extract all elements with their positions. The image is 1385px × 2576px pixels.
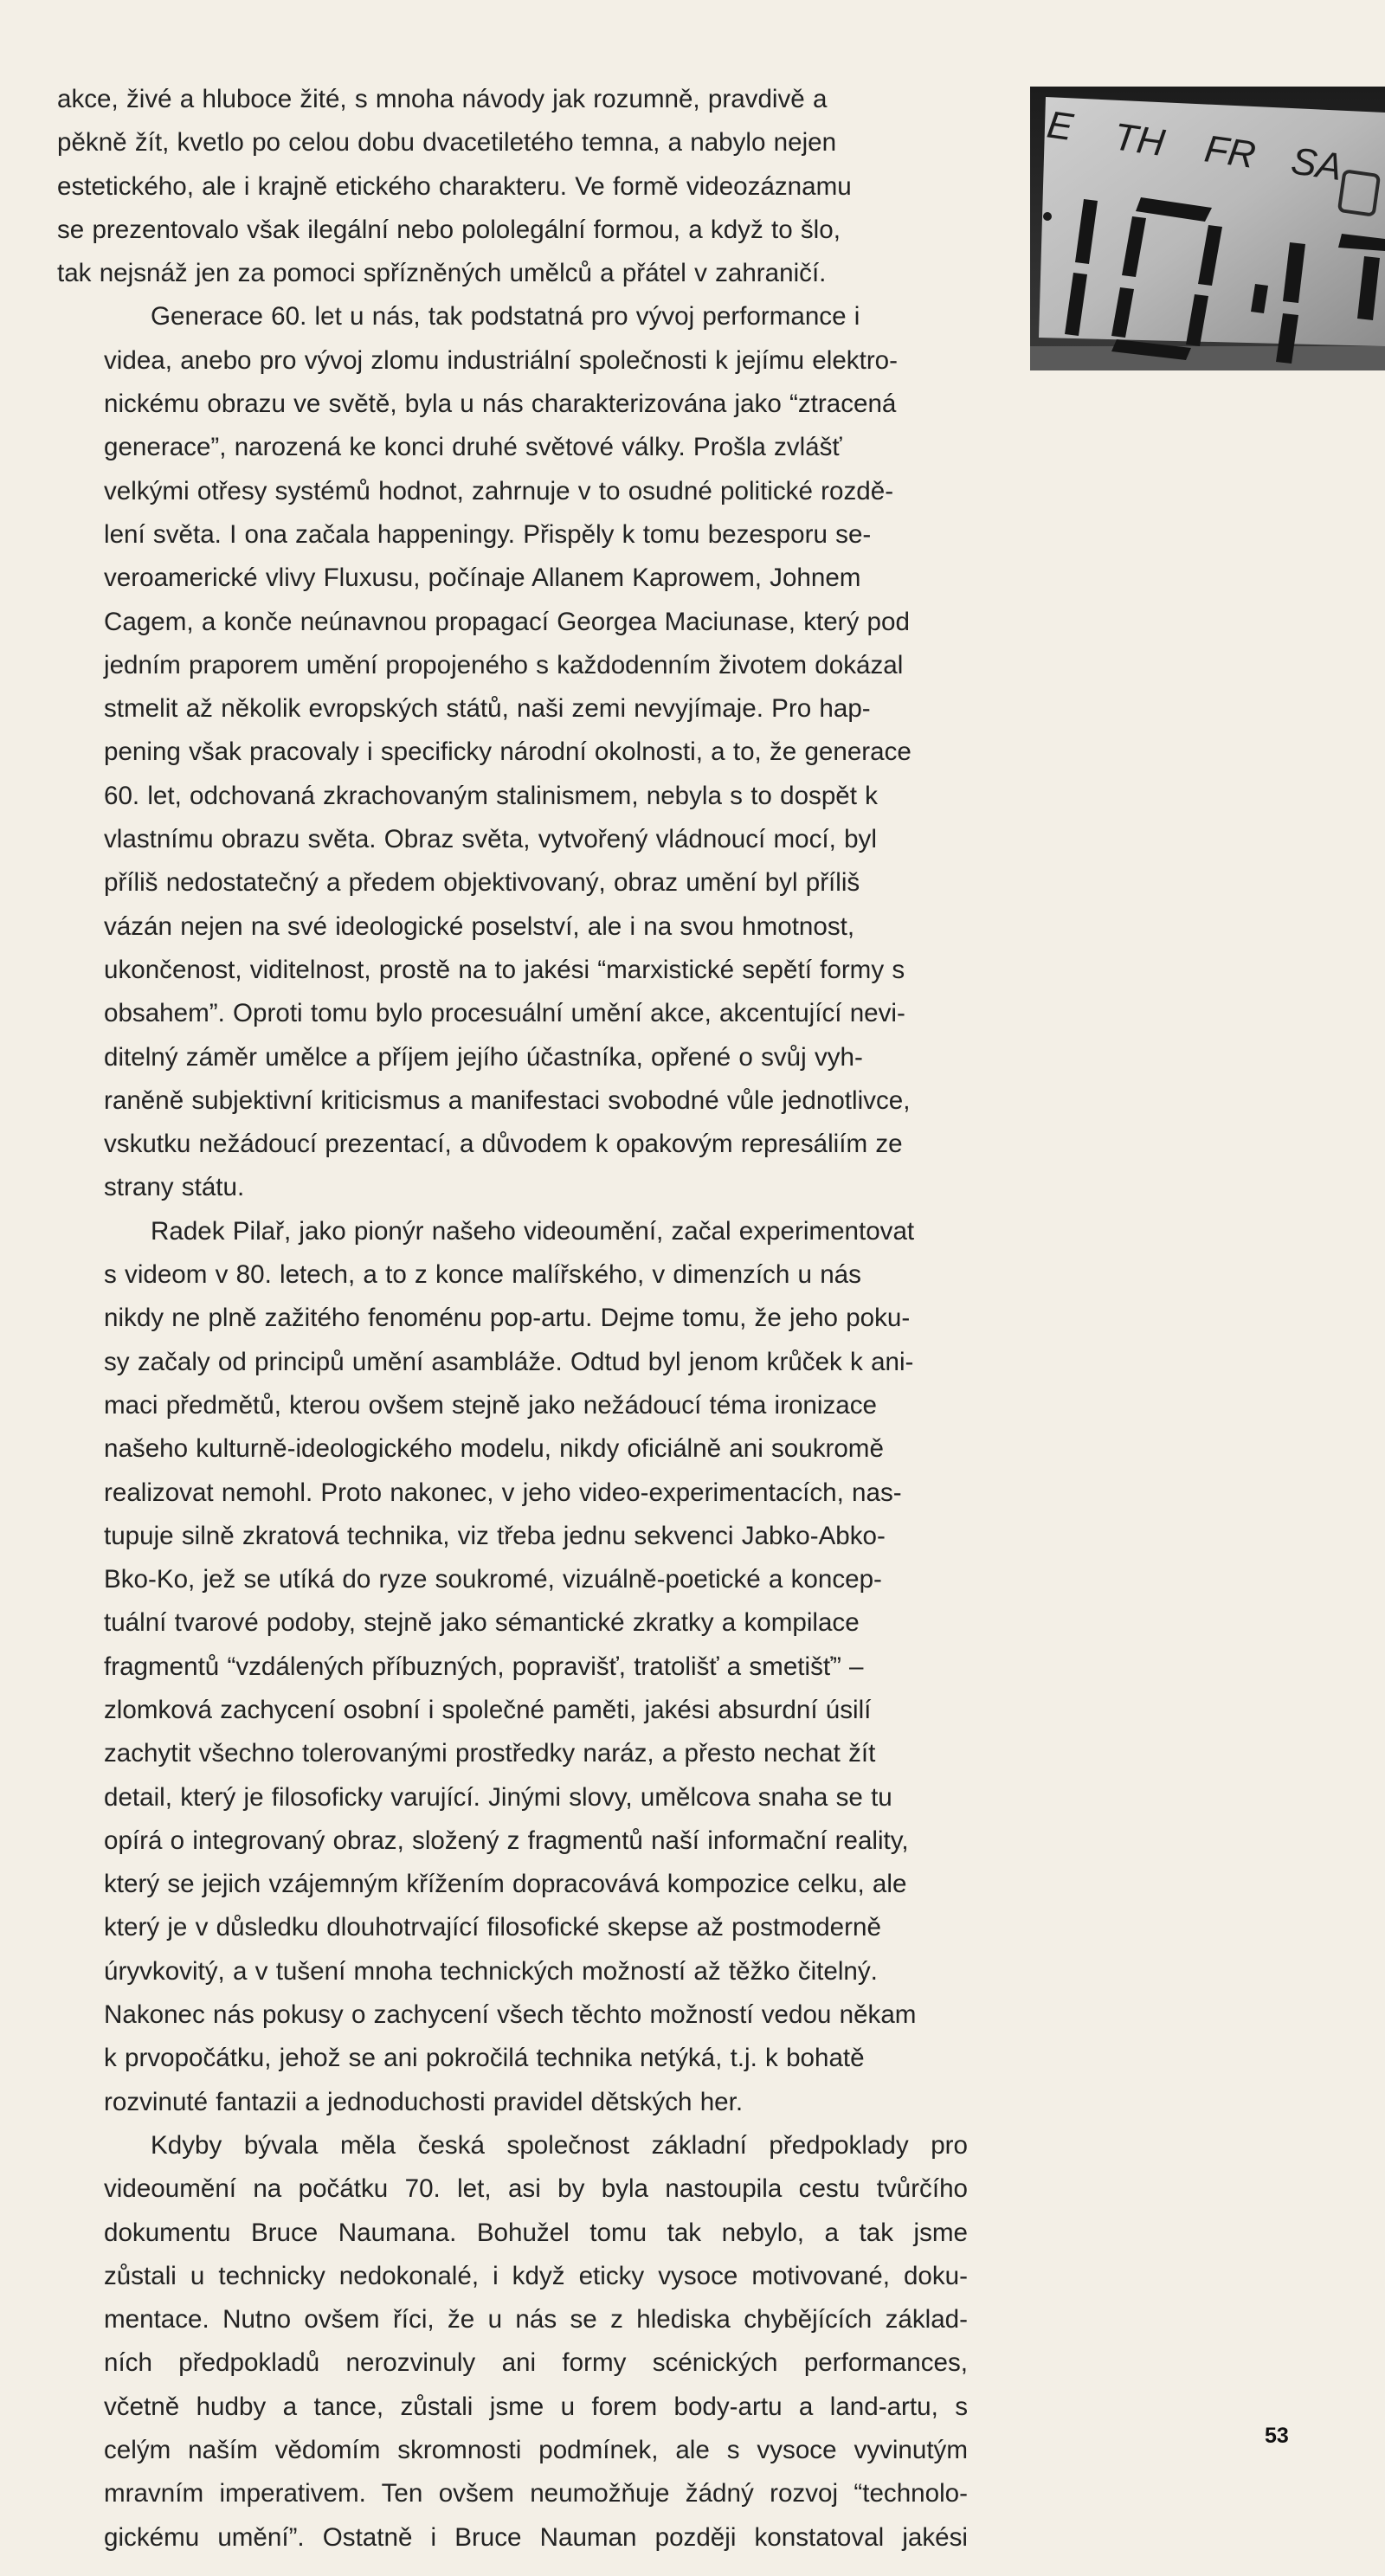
text-line: stmelit až několik evropských států, naši zemi nevyjímaje. Pro hap- (104, 694, 871, 724)
page-number: 53 (1265, 2424, 1289, 2448)
text-line: který je v důsledku dlouhotrvající filosofické skepse až postmoderně (104, 1913, 881, 1942)
text-line: tak nejsnáž jen za pomoci spřízněných umělců a přátel v zahraničí. (57, 259, 827, 288)
paragraph-2 (57, 295, 968, 1209)
text-line: s videom v 80. letech, a to z konce malířského, v dimenzích u nás (104, 1260, 861, 1290)
text-line: sy začaly od principů umění asambláže. Odtud byl jenom krůček k ani- (104, 1347, 914, 1376)
text-line: mravním imperativem. Ten ovšem neumožňuje žádný rozvoj “technolo- (104, 2479, 968, 2508)
text-line: vlastnímu obrazu světa. Obraz světa, vytvořený vládnoucí mocí, byl (104, 825, 877, 854)
text-line: strany státu. (104, 1173, 245, 1202)
text-line: obsahem”. Oproti tomu bylo procesuální umění akce, akcentující nevi- (104, 999, 905, 1028)
text-line: našeho kulturně-ideologického modelu, nikdy oficiálně ani soukromě (104, 1434, 884, 1464)
text-line: dokumentu Bruce Naumana. Bohužel tomu tak nebylo, a tak jsme (104, 2218, 968, 2247)
text-line: fragmentů “vzdálených příbuzných, popravišť, tratolišť a smetišť” – (104, 1652, 864, 1681)
text-line: veroamerické vlivy Fluxusu, počínaje Allanem Kaprowem, Johnem (104, 564, 861, 593)
text-line: Generace 60. let u nás, tak podstatná pro vývoj performance i (151, 302, 860, 332)
body-text-column (57, 78, 968, 2560)
text-line: tuální tvarové podoby, stejně jako sémantické zkratky a kompilace (104, 1608, 860, 1638)
text-line: videoumění na počátku 70. let, asi by byla nastoupila cestu tvůrčího (104, 2174, 968, 2204)
digital-clock-photo (1030, 87, 1385, 370)
text-line: včetně hudby a tance, zůstali jsme u forem body-artu a land-artu, s (104, 2392, 968, 2421)
text-line: velkými otřesy systémů hodnot, zahrnuje v to osudné politické rozdě- (104, 476, 894, 506)
text-line: zlomková zachycení osobní i společné paměti, jakési absurdní úsilí (104, 1695, 872, 1724)
text-line: detail, který je filosoficky varující. Jinými slovy, umělcova snaha se tu (104, 1782, 892, 1812)
text-line: tupuje silně zkratová technika, viz třeba jednu sekvenci Jabko-Abko- (104, 1521, 886, 1550)
text-line: vázán nejen na své ideologické poselství, ale i na svou hmotnost, (104, 911, 855, 941)
text-line: maci předmětů, kterou ovšem stejně jako nežádoucí téma ironizace (104, 1390, 877, 1420)
text-line: gickému umění”. Ostatně i Bruce Nauman později konstatoval jakési (104, 2522, 968, 2552)
text-line: mentace. Nutno ovšem říci, že u nás se z hlediska chybějících základ- (104, 2305, 968, 2334)
text-line: Cagem, a konče neúnavnou propagací Georgea Maciunase, který pod (104, 607, 910, 636)
text-line: raněně subjektivní kriticismus a manifestaci svobodné vůle jednotlivce, (104, 1085, 911, 1115)
text-line: 60. let, odchovaná zkrachovaným stalinismem, nebyla s to dospět k (104, 781, 878, 810)
text-line: ních předpokladů nerozvinuly ani formy scénických performances, (104, 2348, 968, 2378)
text-line: Bko-Ko, jež se utíká do ryze soukromé, vizuálně-poetické a koncep- (104, 1565, 882, 1594)
text-line: lení světa. I ona začala happeningy. Přispěly k tomu bezesporu se- (104, 519, 872, 549)
text-line: jedním praporem umění propojeného s každodenním životem dokázal (104, 650, 904, 679)
paragraph-4 (57, 2124, 968, 2560)
paragraph-3 (57, 1210, 968, 2124)
text-line: estetického, ale i krajně etického charakteru. Ve formě videozáznamu (57, 171, 852, 201)
weekday-label: E (1044, 103, 1076, 149)
text-line: ditelný záměr umělce a příjem jejího účastníka, opřené o svůj vyh- (104, 1042, 863, 1072)
text-line: k prvopočátku, jehož se ani pokročilá technika netýká, t.j. k bohatě (104, 2044, 865, 2073)
text-line: Radek Pilař, jako pionýr našeho videoumění, začal experimentovat (151, 1216, 915, 1246)
text-line: se prezentovalo však ilegální nebo pololegální formou, a když to šlo, (57, 215, 841, 244)
text-line: akce, živé a hluboce žité, s mnoha návody jak rozumně, pravdivě a (57, 85, 828, 113)
text-line: realizovat nemohl. Proto nakonec, v jeho video-experimentacích, nas- (104, 1478, 902, 1507)
text-line: Kdyby bývala měla česká společnost základní předpoklady pro (151, 2130, 968, 2160)
text-line: vskutku nežádoucí prezentací, a důvodem k opakovým represáliím ze (104, 1130, 903, 1159)
text-line: který se jejich vzájemným křížením dopracovává kompozice celku, ale (104, 1870, 907, 1899)
text-line: zůstali u technicky nedokonalé, i když eticky vysoce motivované, doku- (104, 2261, 968, 2290)
text-line: opírá o integrovaný obraz, složený z fragmentů naší informační reality, (104, 1826, 909, 1855)
text-line: nikdy ne plně zažitého fenoménu pop-artu. Dejme tomu, že jeho poku- (104, 1304, 911, 1333)
text-line: Nakonec nás pokusy o zachycení všech těchto možností vedou někam (104, 2000, 917, 2030)
text-line: generace”, narozená ke konci druhé světové války. Prošla zvlášť (104, 433, 842, 462)
paragraph-1 (57, 78, 968, 295)
text-line: ukončenost, viditelnost, prostě na to jakési “marxistické sepětí formy s (104, 955, 905, 984)
clock-display-image (1030, 87, 1385, 370)
text-line: celým naším vědomím skromnosti podmínek, ale s vysoce vyvinutým (104, 2436, 968, 2465)
text-line: nickému obrazu ve světě, byla u nás charakterizována jako “ztracená (104, 390, 897, 419)
weekday-label: SA (1288, 139, 1345, 190)
text-line: úryvkovitý, a v tušení mnoha technických možností až těžko čitelný. (104, 1956, 878, 1986)
text-line: pening však pracovaly i specificky národní okolnosti, a to, že generace (104, 737, 912, 767)
text-line: videa, anebo pro vývoj zlomu industriální společnosti k jejímu elektro- (104, 345, 898, 375)
weekday-label: TH (1111, 115, 1168, 165)
text-line: rozvinuté fantazii a jednoduchosti pravidel dětských her. (104, 2087, 744, 2116)
text-line: pěkně žít, kvetlo po celou dobu dvacetiletého temna, a nabylo nejen (57, 128, 837, 158)
text-line: zachytit všechno tolerovanými prostředky naráz, a přesto nechat žít (104, 1739, 876, 1768)
weekday-label: FR (1201, 127, 1259, 177)
text-line: příliš nedostatečný a předem objektivovaný, obraz umění byl příliš (104, 868, 860, 898)
